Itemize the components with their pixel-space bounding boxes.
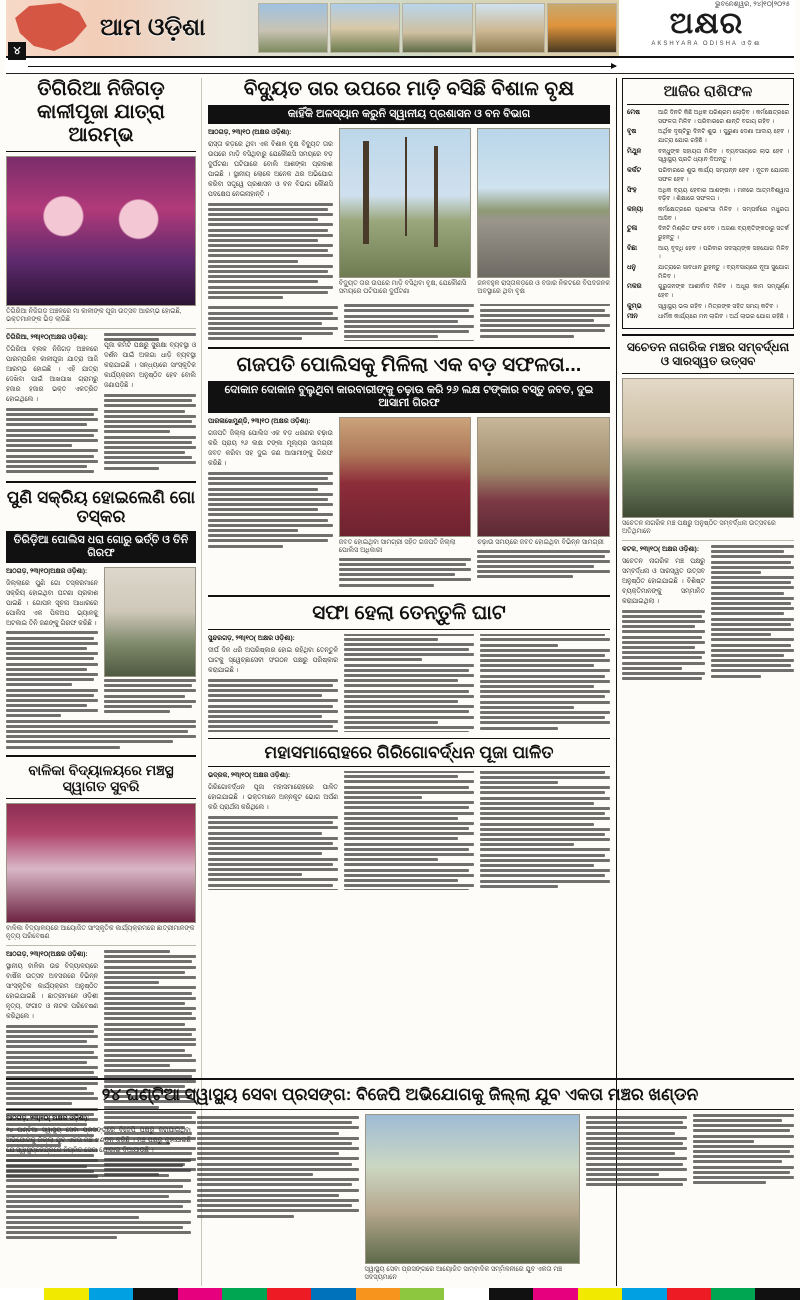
horoscope-list — [627, 109, 789, 322]
color-swatch — [356, 1288, 400, 1300]
page-number-band — [6, 44, 794, 74]
headline: ସଚେତନ ନାଗରିକ ମଞ୍ଚର ସମ୍ବର୍ଦ୍ଧନା ଓ ସାରସ୍ୱତ ଉତ୍ସବ — [626, 340, 790, 368]
publication-logo-subtitle: AKSHYARA ODISHA ଓଡ଼ିଶା — [651, 40, 762, 47]
color-swatch — [89, 1288, 133, 1300]
color-swatch — [267, 1288, 311, 1300]
article-body — [208, 417, 610, 589]
headline: ବାଳିକା ବିଦ୍ୟାଳୟରେ ମଞ୍ଚସ୍ଥ ସ୍ୱାଗତ ସୁବରି — [28, 761, 174, 794]
article-tentuli-ghata — [208, 602, 610, 732]
horoscope-sign-text: ଅର୍ଥିକ ଦୃଷ୍ଟିରୁ ଦିନଟି ଶୁଭ । ପୁରୁଣା ଦେଣା ଆଦାୟ ହେବ । ଯାତ୍ରା ଯୋଗ ରହିଛି । — [658, 129, 789, 145]
dateline: ତିଗିରିଆ, ୨୩|୧୦(ଅକ୍ଷର ଓଡ଼ିଶା): — [6, 334, 88, 342]
divider — [622, 540, 794, 541]
horoscope-row — [627, 225, 789, 242]
horoscope-row — [627, 245, 789, 262]
color-swatch — [178, 1288, 222, 1300]
horoscope-sign-name: ବୃଷ — [627, 128, 637, 136]
photo-caption: ସଚେତନ ନାଗରିକ ମଞ୍ଚ ପକ୍ଷରୁ ଅନୁଷ୍ଠିତ ସମ୍ବର୍ଦ୍ଧନା ଉତ୍ସବରେ ଅତିଥିମାନେ — [622, 519, 776, 535]
divider — [6, 1078, 794, 1080]
horoscope-row — [627, 313, 789, 322]
color-swatch — [133, 1288, 177, 1300]
article-photo — [365, 1114, 581, 1264]
horoscope-row — [627, 167, 789, 184]
horoscope-sign-text: ଦିନଟି ମିଶ୍ରିତ ଫଳ ଦେବ । ଅଜଣା ବ୍ୟକ୍ତିଙ୍କଠାରୁ ସତର୍କ ରୁହନ୍ତୁ । — [658, 226, 789, 241]
masthead-logo-area — [619, 0, 794, 56]
horoscope-sign-text: ପରିବାରରେ ଶୁଭ କାର୍ଯ୍ୟ ସମ୍ପନ୍ନ ହେବ । ନୂତନ ଯୋଜନା ସଫଳ ହେବ । — [658, 168, 789, 183]
horoscope-sign-text: କର୍ମକ୍ଷେତ୍ରରେ ପ୍ରଶଂସା ମିଳିବ । ସମ୍ପର୍କରେ ମଧୁରତା ଆସିବ । — [658, 206, 789, 222]
body-filler — [104, 679, 196, 713]
horoscope-sign-text: ଅଧିକ ବ୍ୟୟ ହେବାର ଆଶଙ୍କା । ମନରେ ଆତ୍ମବିଶ୍ୱାସ ବଢ଼ିବ । ଶିକ୍ଷାରେ ସଫଳତା । — [658, 187, 789, 203]
horoscope-sign-text: ଗୁରୁଜନଙ୍କ ଆଶୀର୍ବାଦ ମିଳିବ । ଅଧୂରା କାମ ସମ୍ପୂର୍ଣ୍ଣ ହେବ । — [658, 284, 789, 300]
horoscope-row — [627, 187, 789, 204]
article-body — [208, 128, 610, 301]
divider — [208, 347, 610, 349]
subheadline: ଦୋକାନ ଦୋକାନ ବୁଲୁଥିବା କାରବାରୀଙ୍କୁ ଚଢ଼ାଉ କରି ୨୬ ଲକ୍ଷ ଟଙ୍କାର ବସ୍ତୁ ଜବତ, ଦୁଇ ଆସାମୀ ଗିରଫ — [208, 381, 610, 413]
divider — [6, 798, 196, 799]
horoscope-sign-name: ଧନୁ — [627, 264, 636, 271]
dateline: ପାରଳାଖେମୁଣ୍ଡି, ୨୩|୧୦ (ଅକ୍ଷର ଓଡ଼ିଶା): — [208, 418, 311, 426]
body-filler — [104, 394, 196, 470]
dateline: ଆଠଗଡ଼, ୨୩|୧୦|ଅକ୍ଷର ଓଡ଼ିଶା): — [6, 567, 88, 575]
horoscope-sign-text: ଆୟ ବୃଦ୍ଧି ହେବ । ପରିବାର ସଦସ୍ୟଙ୍କ ସହଯୋଗ ମିଳିବ । — [658, 245, 789, 261]
article-body — [6, 333, 196, 474]
horoscope-sign-text: ବନ୍ଧୁଙ୍କ ସହାୟତା ମିଳିବ । ବ୍ୟବସାୟରେ ଲାଭ ହେବ । ସ୍ୱାସ୍ଥ୍ୟ ପ୍ରତି ଧ୍ୟାନ ଦିଅନ୍ତୁ । — [658, 148, 789, 164]
body-paragraph: ୨୪ ଘଣ୍ଟିଆ ସ୍ୱାସ୍ଥ୍ୟ ସେବା ପ୍ରସଙ୍ଗରେ ବିଜେପି ପକ୍ଷରୁ କରାଯାଇଥିବା ଅଭିଯୋଗକୁ ଜିଲ୍ଲା ଯୁବ ଏକତା ମଞ୍ଚ ଖଣ୍ଡନ କରିଛି । ମଞ୍ଚ ପକ୍ଷରୁ କୁହାଯାଇଛି ଯେ ସ୍ୱାସ୍ଥ୍ୟକେନ୍ଦ୍ରରେ ନିୟମିତ ସେବା ଯୋଗାଇ ଦିଆଯାଉଛି । — [6, 1126, 191, 1154]
masthead-photo-2 — [330, 3, 400, 53]
body-paragraph: ପୂଜା କମିଟି ପକ୍ଷରୁ ସୁରକ୍ଷା ବ୍ୟବସ୍ଥା ଓ ଦର୍ଶନ ପାଇଁ ଅଲଗା ଧାଡ଼ି ବ୍ୟବସ୍ଥା କରାଯାଇଛି । ସନ୍ଧ୍ୟାରେ ସାଂସ୍କୃତିକ କାର୍ଯ୍ୟକ୍ରମ ଅନୁଷ୍ଠିତ ହେବ ବୋଲି ଜଣାପଡ଼ିଛି । — [104, 342, 196, 390]
body-filler — [480, 649, 610, 730]
horoscope-row — [627, 109, 789, 126]
subheadline: ତିରିଡ଼ିଆ ପୋଲିସ ଧରା ଗୋରୁ ଭର୍ତ୍ତି ଓ ତିନି ଗିରଫ — [6, 531, 196, 563]
article-tree-on-powerline — [208, 78, 610, 341]
dateline: କଟକ, ୨୩|୧୦( ଅକ୍ଷର ଓଡ଼ିଶା): — [622, 545, 700, 553]
horoscope-sign-name: କନ୍ୟା — [627, 205, 644, 213]
body-filler — [6, 720, 196, 749]
horoscope-sign-name: ସିଂହ — [627, 186, 637, 194]
article-sachetana-nagarika-mancha — [622, 341, 794, 681]
dateline: ସୁନ୍ଦରଗଡ଼, ୨୩|୧୦( ଅକ୍ଷର ଓଡ଼ିଶା): — [208, 634, 295, 642]
color-swatch — [311, 1288, 355, 1300]
headline: ସଫା ହେଲା ତେନ୍ତୁଳି ଘାଟ — [312, 601, 506, 624]
dateline: ଆଠଗଡ଼, ୨୩|୧୦ (ଅକ୍ଷର ଓଡ଼ିଶା): — [208, 129, 292, 136]
horoscope-row — [627, 148, 789, 165]
color-swatch — [222, 1288, 266, 1300]
photo-caption: ଚଢ଼ାଉ ସମୟରେ ଜବତ ହୋଇଥିବା ବିଭିନ୍ନ ସାମଗ୍ରୀ — [477, 539, 604, 547]
divider — [622, 373, 794, 374]
divider — [208, 629, 610, 630]
horoscope-sign-name: ମେଷ — [627, 109, 640, 116]
divider — [627, 104, 789, 105]
body-paragraph: ଜିଲ୍ଲାରେ ପୁଣି ଗୋ ତସ୍କରମାନେ ସକ୍ରିୟ ହୋଇଥିବା ଘଟଣା ପ୍ରକାଶ ପାଇଛି । ଗୋପନ ସୂଚନା ଆଧାରରେ ପୋଲିସ ଏକ ପିକଅପ ଭ୍ୟାନକୁ ଅଟକାଇ ତିନି ଜଣଙ୍କୁ ଗିରଫ କରିଛି । — [6, 579, 98, 627]
divider — [6, 945, 196, 946]
photo-caption: ତିଗିରିଆ ନିଜିଗଡ଼ ଅଞ୍ଚଳରେ ମା କାଳୀଙ୍କ ପୂଜା ଉତ୍ସବ ଆରମ୍ଭ ହୋଇଛି, ଭକ୍ତମାନଙ୍କ ଭିଡ଼ ଲାଗିଛି — [6, 308, 182, 324]
article-giri-govardhan-puja — [208, 743, 610, 890]
divider — [6, 1109, 794, 1110]
article-photo — [477, 417, 610, 537]
horoscope-row — [627, 128, 789, 145]
body-filler — [586, 1114, 794, 1282]
body-paragraph: ଦୀର୍ଘ ଦିନ ଧରି ଅପରିଷ୍କାର ହୋଇ ରହିଥିବା ତେନ୍ତୁଳି ଘାଟକୁ ସ୍ୱେଚ୍ଛାସେବୀ ସଂଗଠନ ପକ୍ଷରୁ ପରିଷ୍କାର କରାଯାଇଛି । — [208, 646, 338, 674]
body-filler — [477, 550, 610, 579]
horoscope-sign-name: କୁମ୍ଭ — [627, 302, 642, 310]
body-filler — [208, 203, 333, 299]
divider — [622, 334, 794, 336]
article-photo — [6, 156, 196, 306]
divider — [208, 766, 610, 767]
masthead-photo-3 — [402, 3, 472, 53]
color-swatch — [444, 1288, 488, 1300]
horoscope-box — [622, 78, 794, 329]
horoscope-row — [627, 264, 789, 281]
divider — [6, 755, 196, 757]
publication-date: ଭୁବନେଶ୍ୱର, ୨୪|୧୦|୨୦୨୫ — [714, 1, 790, 8]
photo-caption: ବିଦ୍ୟୁତ ତାର ଉପରେ ମାଡ଼ି ବସିଥିବା ବୃକ୍ଷ, ଯେକୌଣସି ସମୟରେ ଘଟିପାରେ ଦୁର୍ଘଟଣା — [338, 280, 467, 296]
body-filler — [208, 472, 333, 548]
photo-caption: ବାଳିକା ବିଦ୍ୟାଳୟରେ ଆୟୋଜିତ ସାଂସ୍କୃତିକ କାର୍ଯ୍ୟକ୍ରମରେ ଛାତ୍ରୀମାନଙ୍କ ନୃତ୍ୟ ପରିବେଷଣ — [6, 924, 195, 940]
horoscope-sign-name: ମିଥୁନ — [627, 147, 642, 155]
horoscope-sign-text: ଧାର୍ମିକ କାର୍ଯ୍ୟରେ ମନ ଲାଗିବ । ଅର୍ଥ ଲାଭର ଯୋଗ ରହିଛି । — [658, 314, 789, 321]
body-filler — [339, 558, 472, 587]
article-photo — [622, 378, 794, 518]
body-paragraph: ସ୍ଥାନୀୟ ବାଳିକା ଉଚ୍ଚ ବିଦ୍ୟାଳୟରେ ବାର୍ଷିକ ଉତ୍ସବ ଅବସରରେ ବିଭିନ୍ନ ସାଂସ୍କୃତିକ କାର୍ଯ୍ୟକ୍ରମ ଅନୁଷ୍ଠିତ ହୋଇଯାଇଛି । ଛାତ୍ରୀମାନେ ଓଡ଼ିଶୀ ନୃତ୍ୟ, ସଂଗୀତ ଓ ନାଟକ ପରିବେଷଣ କରିଥିଲେ । — [6, 963, 98, 1020]
horoscope-sign-text: ଯାତ୍ରାରେ ସାବଧାନ ରୁହନ୍ତୁ । ବ୍ୟବସାୟରେ ନୂଆ ସୁଯୋଗ ମିଳିବ । — [658, 265, 789, 280]
body-filler — [6, 1159, 191, 1240]
headline: ମହାସମାରୋହରେ ଗିରିଗୋବର୍ଦ୍ଧନ ପୂଜା ପାଳିତ — [264, 742, 554, 762]
headline: ଗଜପତି ପୋଲିସକୁ ମିଳିଲା ଏକ ବଡ଼ ସଫଳତା... — [236, 354, 582, 377]
article-gajapati-police — [208, 354, 610, 589]
section-title: ଆମ ଓଡ଼ିଶା — [100, 14, 206, 41]
color-swatch — [400, 1288, 444, 1300]
article-photo — [6, 803, 196, 923]
dateline: ଆଠଗଡ଼, ୨୩|୧୦(ଅକ୍ଷର ଓଡ଼ିଶା): — [6, 951, 88, 959]
body-paragraph: ରାସ୍ତା କଡ଼ରେ ଥିବା ଏକ ବିଶାଳ ବୃକ୍ଷ ବିଦ୍ୟୁତ ତାର ଉପରେ ମାଡ଼ି ବସିଥିବାରୁ ଯେକୌଣସି ସମୟରେ ବଡ଼ ଦୁର୍ଘଟଣା ଘଟିପାରେ ବୋଲି ଆଶଙ୍କା ପ୍ରକାଶ ପାଇଛି । ସ୍ଥାନୀୟ ଲୋକେ ଅନେକ ଥର ଅଭିଯୋଗ କରିବା ସତ୍ତ୍ୱେ ପ୍ରଶାସନ ଓ ବନ ବିଭାଗ କୌଣସି ପଦକ୍ଷେପ ନେଇନାହାନ୍ତି । — [208, 141, 333, 198]
divider — [208, 595, 610, 597]
article-go-taskara — [6, 488, 196, 749]
publication-logo: ଅକ୍ଷର — [669, 6, 744, 40]
body-paragraph: ଗିରିଗୋବର୍ଦ୍ଧନ ପୂଜା ମହାସମାରୋହରେ ପାଳିତ ହୋଇଯାଇଛି । ଭକ୍ତମାନେ ଅନ୍ନକୂଟ ଭୋଗ ଅର୍ପଣ କରି ପ୍ରାର୍ଥନା କରିଥିଲେ । — [208, 784, 338, 812]
article-body — [208, 634, 610, 732]
horoscope-row — [627, 303, 789, 312]
body-filler — [480, 786, 610, 888]
color-swatch — [44, 1288, 88, 1300]
body-filler — [711, 576, 794, 678]
body-paragraph: ତିଗିରିଆ ବ୍ଲକ ନିଜିଗଡ଼ ଅଞ୍ଚଳରେ ପାରମ୍ପରିକ କାଳୀପୂଜା ଯାତ୍ରା ଆଜି ଆରମ୍ଭ ହୋଇଛି । ଏହି ଯାତ୍ରା ଦେଖିବା ପାଇଁ ଆଖପାଖ ଗ୍ରାମରୁ ହଜାର ହଜାର ଭକ୍ତ ଏକତ୍ରିତ ହୋଇଥିଲେ । — [6, 346, 98, 403]
body-paragraph: ସଚେତନ ନାଗରିକ ମଞ୍ଚ ପକ୍ଷରୁ ସମ୍ବର୍ଦ୍ଧନା ଓ ସାରସ୍ୱତ ଉତ୍ସବ ଅନୁଷ୍ଠିତ ହୋଇଯାଇଛି । ବିଶିଷ୍ଟ ବ୍ୟକ୍ତିମାନଙ୍କୁ ସମ୍ମାନିତ କରାଯାଇଥିଲା । — [622, 558, 705, 605]
divider — [6, 481, 196, 483]
color-swatch — [489, 1288, 533, 1300]
headline: ବିଦ୍ୟୁତ ତାର ଉପରେ ମାଡ଼ି ବସିଛି ବିଶାଳ ବୃକ୍ଷ — [243, 78, 575, 100]
dateline: ଭଦ୍ରକ, ୨୩|୧୦( ଅକ୍ଷର ଓଡ଼ିଶା): — [208, 772, 291, 780]
body-filler — [208, 304, 610, 341]
color-registration-bar — [0, 1288, 800, 1300]
divider — [6, 151, 196, 152]
color-swatch — [755, 1288, 799, 1300]
color-swatch — [0, 1288, 44, 1300]
horoscope-sign-name: କର୍କଟ — [627, 167, 642, 175]
article-body — [208, 771, 610, 890]
masthead — [6, 0, 794, 58]
body-paragraph: ଗଜପତି ଜିଲ୍ଲା ପୋଲିସ ଏକ ବଡ଼ ଧରଣର ଚଢ଼ାଉ କରି ପ୍ରାୟ ୨୬ ଲକ୍ଷ ଟଙ୍କା ମୂଲ୍ୟର ସାମଗ୍ରୀ ଜବତ କରିବା ସହ ଦୁଇ ଜଣ ଆସାମୀଙ୍କୁ ଗିରଫ କରିଛି । — [208, 430, 333, 468]
masthead-photo-1 — [258, 3, 328, 53]
dateline: ଆଠଗଡ଼, ୨୩|୧୦( ଅକ୍ଷର ଓଡ଼ିଶା): — [6, 1114, 90, 1122]
headline: ୨୪ ଘଣ୍ଟିଆ ସ୍ୱାସ୍ଥ୍ୟ ସେବା ପ୍ରସଙ୍ଗ: ବିଜେପି ଅଭିଯୋଗକୁ ଜିଲ୍ଲା ଯୁବ ଏକତା ମଞ୍ଚର ଖଣ୍ଡନ — [101, 1085, 699, 1105]
masthead-photo-4 — [475, 3, 545, 53]
horoscope-title: ଆଜିର ରାଶିଫଳ — [663, 83, 753, 100]
article-photo — [104, 567, 196, 677]
body-filler — [6, 631, 98, 717]
horoscope-sign-name: ବିଛା — [627, 244, 638, 252]
horoscope-sign-name: ତୁଳା — [627, 225, 638, 233]
article-body — [6, 567, 196, 718]
bottom-story — [6, 1073, 794, 1282]
horoscope-row — [627, 283, 789, 300]
masthead-photo-5 — [547, 3, 617, 53]
subheadline: କାହିଁକି ଅଳସ୍ୟାନ କରୁନି ସ୍ୱାନୀୟ ପ୍ରଶାସନ ଓ ବନ ବିଭାଗ — [208, 105, 610, 124]
horoscope-row — [627, 206, 789, 223]
article-photo — [477, 128, 610, 278]
page-number: ୪ — [8, 42, 26, 60]
article-tigiria-kalipuja — [6, 78, 196, 475]
color-swatch — [533, 1288, 577, 1300]
headline: ପୁଣି ସକ୍ରିୟ ହୋଇଲେଣି ଗୋ ତସ୍କର — [6, 487, 196, 527]
body-filler — [197, 1114, 359, 1282]
article-body — [6, 1114, 794, 1282]
article-body — [622, 545, 794, 681]
horoscope-sign-text: ସ୍ୱାସ୍ଥ୍ୟ ଭଲ ରହିବ । ମିତ୍ରଙ୍କ ସହିତ ସମୟ କଟିବ । — [658, 303, 778, 310]
article-photo — [339, 128, 472, 278]
photo-caption: ଜନବହୁଳ ରାସ୍ତାକଡ଼ରେ ଓ ବଜାର ନିକଟରେ ବିପଦଜନକ ଅବସ୍ଥାରେ ଥିବା ବୃକ୍ଷ — [477, 280, 611, 296]
color-swatch — [667, 1288, 711, 1300]
divider — [208, 738, 610, 739]
masthead-left — [6, 0, 256, 56]
divider — [6, 328, 196, 329]
masthead-rule — [28, 66, 616, 67]
photo-caption: ସ୍ୱାସ୍ଥ୍ୟ ସେବା ପ୍ରସଙ୍ଗରେ ଆୟୋଜିତ ସାମ୍ବାଦିକ ସମ୍ମିଳନୀରେ ଯୁବ ଏକତା ମଞ୍ଚ ସଦସ୍ୟମାନେ — [364, 1265, 563, 1281]
color-swatch — [578, 1288, 622, 1300]
horoscope-sign-name: ମୀନ — [627, 313, 638, 321]
color-swatch — [711, 1288, 755, 1300]
horoscope-sign-name: ମକର — [627, 283, 642, 291]
horoscope-sign-text: ଆଜି ଦିନଟି କିଛି ଅଧିକ ପରିଶ୍ରମ ଲୋଡ଼ିବ । କର୍ମକ୍ଷେତ୍ରରେ ସଫଳତା ମିଳିବ । ପରିବାରରେ ଶାନ୍ତି ବଜାୟ ରହିବ । — [658, 110, 789, 125]
photo-caption: ଜବତ ହୋଇଥିବା ସାମଗ୍ରୀ ସହିତ ଗଜପତି ଜିଲ୍ଲା ପୋଲିସ ଅଧିକାରୀ — [338, 539, 456, 555]
masthead-photo-strip — [256, 0, 619, 56]
color-swatch — [622, 1288, 666, 1300]
article-photo — [339, 417, 472, 537]
headline: ତିଗିରିଆ ନିଜିଗଡ଼ କାଳୀପୂଜା ଯାତ୍ରା ଆରମ୍ଭ — [37, 78, 165, 146]
